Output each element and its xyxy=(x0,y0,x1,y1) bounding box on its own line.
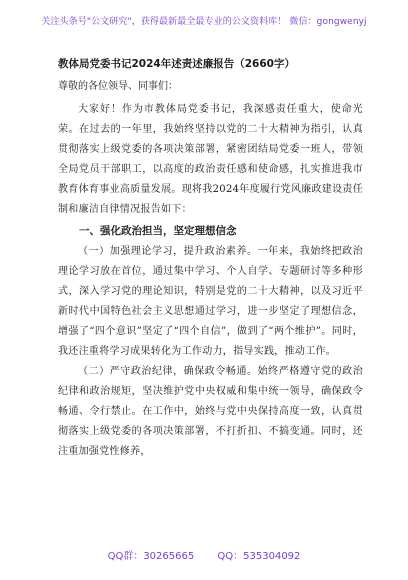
section-heading: 一、强化政治担当，坚定理想信念 xyxy=(79,225,237,237)
document-body xyxy=(58,56,363,462)
paragraph-theory-study: （一）加强理论学习，提升政治素养。一年来，我始终把政治理论学习放在首位，通过集中学习、个人自学、专题研讨等多种形式，深入学习党的理论知识，特别是党的二十大精神，以及习近平新时代中国特色社会主义思想通过学习，进一步坚定了理想信念，增强了“四个意识”坚定了“四个自信”，做到了“两个维护”。同时，我还注重将学习成果转化为工作动力，指导实践，推动工作。 xyxy=(58,246,363,357)
document-title: 教体局党委书记2024年述责述廉报告（2660字） xyxy=(58,58,295,70)
footer-qq-group: QQ群：30265665 xyxy=(107,551,195,562)
footer-contact xyxy=(0,547,408,562)
salutation: 尊敬的各位领导、同事们： xyxy=(58,81,178,92)
paragraph-political-discipline: （二）严守政治纪律，确保政令畅通。始终严格遵守党的政治纪律和政治规矩，坚决维护党中央权威和集中统一领导，确保政令畅通、令行禁止。在工作中，始终与党中央保持高度一致，认真贯彻落实上级党委的各项决策部署，不打折扣、不搞变通。同时，还注重加强党性修养， xyxy=(58,366,363,457)
intro-paragraph: 大家好！作为市教体局党委书记，我深感责任重大，使命光荣。在过去的一年里，我始终坚持以党的二十大精神为指引，认真贯彻落实上级党委的各项决策部署，紧密团结局党委一班人，带领全局党员干部职工，以高度的政治责任感和使命感，扎实推进我市教育体育事业高质量发展。现将我2024年度履行党风廉政建设责任制和廉洁自律情况报告如下： xyxy=(58,104,363,215)
promo-banner: 关注头条号"公文研究"，获得最新最全最专业的公文资料库！ 微信：gongwenyj xyxy=(41,17,367,27)
footer-qq: QQ：535304092 xyxy=(217,551,301,562)
